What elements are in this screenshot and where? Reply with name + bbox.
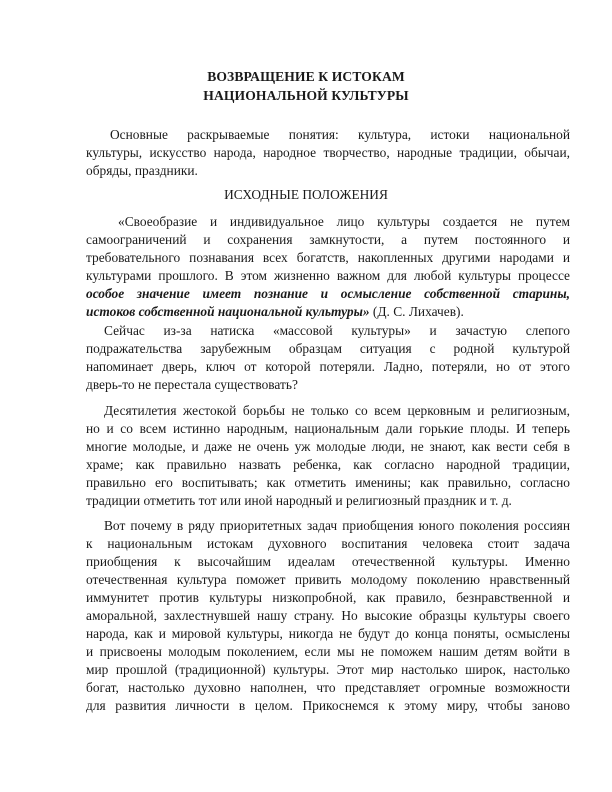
- paragraph3-line-4: отечественная культура поможет привить молодому поколению нравственный: [86, 572, 570, 587]
- quote-attribution: (Д. С. Лихачев).: [369, 304, 464, 319]
- document-title-line-2: НАЦИОНАЛЬНОЙ КУЛЬТУРЫ: [203, 88, 409, 103]
- quote-line-2: самоограничений и сохранения замкнутости, а путем постоянного и: [86, 232, 570, 247]
- paragraph3-line-10: богат, настолько духовно наполнен, что представляет огромные возможности: [86, 680, 570, 695]
- paragraph3-line-5: иммунитет против культуры низкопробной, как правило, безнравственной и: [86, 590, 570, 605]
- paragraph3-line-7: народа, как и мировой культуры, никогда не будут до конца поняты, осмыслены: [86, 626, 570, 641]
- paragraph3-line-1: Вот почему в ряду приоритетных задач приобщения юного поколения россиян: [104, 518, 570, 533]
- paragraph3-line-9: мир прошлой (традиционной) культуры. Этот мир настолько широк, настолько: [86, 662, 570, 677]
- quote-last-line: [86, 303, 570, 321]
- paragraph2-line-5: правильно его воспитывать; как отметить именины; как правильно, согласно: [86, 475, 570, 490]
- quote-line-1: «Своеобразие и индивидуальное лицо культуры создается не путем: [118, 214, 570, 229]
- paragraph1-line-4: дверь-то не перестала существовать?: [86, 377, 298, 392]
- paragraph3-line-2: к национальным истокам духовного воспитания человека стоит задача: [86, 536, 570, 551]
- paragraph2-line-6: традиции отметить тот или иной народный и религиозный праздник и т. д.: [86, 493, 512, 508]
- paragraph1-line-3: напоминает дверь, ключ от которой потеряли. Ладно, потеряли, но от этого: [86, 359, 570, 374]
- quote-line-3: требовательного познавания всех богатств, накопленных другими народами и: [86, 250, 570, 265]
- quote-emphasis-line-1: особое значение имеет познание и осмысление собственной старины,: [86, 286, 570, 301]
- quote-emphasis-line-2: истоков собственной национальной культуры»: [86, 304, 370, 319]
- paragraph1-line-2: подражательства зарубежным образцам ситуация с родной культурой: [86, 341, 570, 356]
- paragraph2-line-4: храме; как правильно назвать ребенка, как согласно народной традиции,: [86, 457, 570, 472]
- paragraph1-line-1: Сейчас из-за натиска «массовой культуры» и зачастую слепого: [104, 323, 570, 338]
- paragraph3-line-6: аморальной, захлестнувшей нашу страну. Но высокие образцы культуры своего: [86, 608, 570, 623]
- paragraph3-line-8: и присвоены молодым поколением, если мы не поможем нашим детям войти в: [86, 644, 570, 659]
- quote-line-4: культурами прошлого. В этом жизненно важном для любой культуры процессе: [86, 268, 570, 283]
- paragraph3-line-11: для развития личности в целом. Прикоснемся к этому миру, чтобы заново: [86, 698, 570, 713]
- concepts-line-3: обряды, праздники.: [86, 163, 198, 178]
- paragraph2-line-2: но и со всем истинно народным, национальным дали горькие плоды. И теперь: [86, 421, 570, 436]
- paragraph3-line-3: приобщения к высочайшим идеалам отечественной культуры. Именно: [86, 554, 570, 569]
- paragraph2-line-3: многие молодые, и даже не очень уж молодые люди, не знают, как вести себя в: [86, 439, 570, 454]
- document-title-line-1: ВОЗВРАЩЕНИЕ К ИСТОКАМ: [207, 69, 405, 84]
- concepts-line-2: культуры, искусство народа, народное творчество, народные традиции, обычаи,: [86, 145, 570, 160]
- section-heading: ИСХОДНЫЕ ПОЛОЖЕНИЯ: [224, 187, 388, 202]
- paragraph2-line-1: Десятилетия жестокой борьбы не только со всем церковным и религиозным,: [104, 403, 570, 418]
- concepts-line-1: Основные раскрываемые понятия: культура, истоки национальной: [110, 127, 570, 142]
